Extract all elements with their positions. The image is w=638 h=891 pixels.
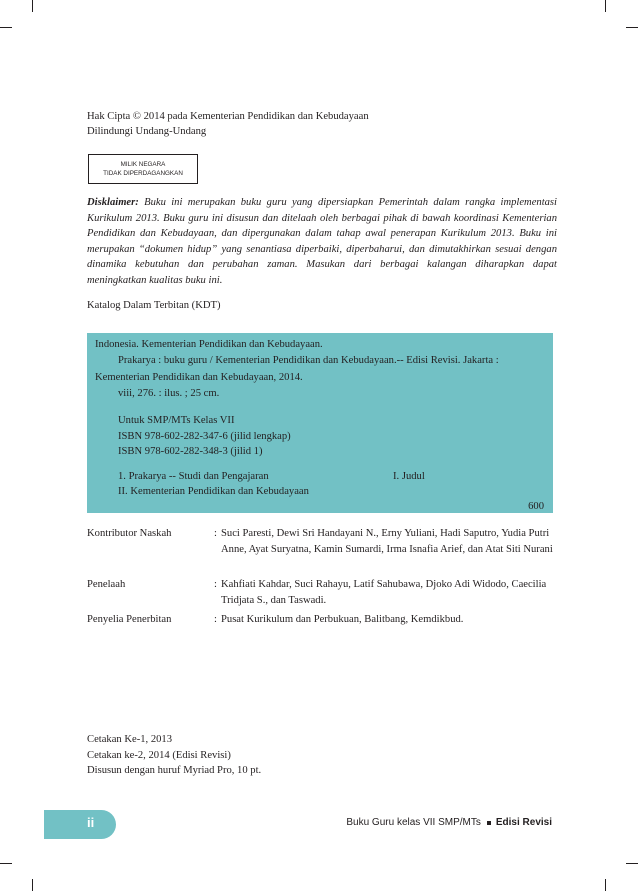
not-for-sale-stamp: [88, 154, 198, 184]
cip-line: Indonesia. Kementerian Pendidikan dan Kebudayaan.: [95, 339, 323, 350]
credit-label: Penyelia Penerbitan: [87, 614, 172, 625]
printing-line: Disusun dengan huruf Myriad Pro, 10 pt.: [87, 765, 262, 777]
disclaimer: [87, 195, 557, 289]
crop-mark: [32, 0, 33, 12]
copyright-notice: [87, 109, 557, 139]
cip-line: viii, 276. : ilus. ; 25 cm.: [118, 388, 220, 399]
disclaimer-text: Buku ini merupakan buku guru yang dipersiapkan Pemerintah dalam rangka implementasi Kurikulum 2013. Buku guru ini disusun dan ditelaah oleh berbagai pihak di bawah koordinasi Kementerian Pendidikan dan Kebudayaan, dan dipergunakan dalam tahap awal penerapan Kurikulum 2013. Buku ini merupakan “dokumen hidup” yang senantiasa diperbaiki, diperbaharui, dan dimutakhirkan sesuai dengan dinamika kebutuhan dan perubahan zaman. Masukan dari berbagai kalangan diharapkan dapat meningkatkan kualitas buku ini.: [87, 197, 557, 286]
cip-classification-number: 600: [528, 501, 544, 512]
credit-value: Suci Paresti, Dewi Sri Handayani N., Erny Yuliani, Hadi Saputro, Yudia Putri Anne, Ayat Suryatna, Kamin Sumardi, Irma Isnafia Arief, dan Atat Siti Nurani: [221, 528, 553, 555]
copyright-line: Dilindungi Undang-Undang: [87, 126, 207, 137]
credit-value: Kahfiati Kahdar, Suci Rahayu, Latif Sahubawa, Djoko Adi Widodo, Caecilia Tridjata S., dan Taswadi.: [221, 579, 547, 606]
footer-edition: Edisi Revisi: [495, 817, 552, 828]
credits: [0, 526, 638, 626]
page-number-tab: [44, 810, 116, 839]
crop-mark: [626, 27, 638, 28]
credit-label: Kontributor Naskah: [87, 528, 172, 539]
catalog-heading: Katalog Dalam Terbitan (KDT): [87, 300, 221, 311]
credit-colon: :: [214, 528, 217, 539]
credit-value: Pusat Kurikulum dan Perbukuan, Balitbang, Kemdikbud.: [221, 614, 464, 625]
crop-mark: [0, 863, 12, 864]
cip-line: II. Kementerian Pendidikan dan Kebudayaan: [118, 486, 309, 497]
stamp-line: MILIK NEGARA: [120, 161, 166, 168]
crop-mark: [0, 27, 12, 28]
cip-line: Prakarya : buku guru / Kementerian Pendidikan dan Kebudayaan.-- Edisi Revisi. Jakarta :: [118, 355, 499, 366]
stamp-line: TIDAK DIPERDAGANGKAN: [103, 170, 183, 177]
cip-catalog-box: [87, 333, 553, 513]
printing-info: [87, 732, 261, 779]
cip-line: I. Judul: [393, 471, 425, 482]
printing-line: Cetakan ke-2, 2014 (Edisi Revisi): [87, 749, 231, 761]
cip-line: Kementerian Pendidikan dan Kebudayaan, 2014.: [95, 372, 303, 383]
crop-mark: [626, 863, 638, 864]
running-footer: [346, 817, 552, 828]
credit-colon: :: [214, 614, 217, 625]
crop-mark: [605, 879, 606, 891]
crop-mark: [605, 0, 606, 12]
page-number: ii: [87, 815, 95, 830]
disclaimer-label: Disklaimer:: [87, 197, 139, 208]
square-bullet-icon: [487, 821, 491, 825]
cip-line: 1. Prakarya -- Studi dan Pengajaran: [118, 471, 269, 482]
cip-line: ISBN 978-602-282-347-6 (jilid lengkap): [118, 431, 291, 442]
cip-line: Untuk SMP/MTs Kelas VII: [118, 415, 235, 426]
cip-line: ISBN 978-602-282-348-3 (jilid 1): [118, 446, 263, 457]
copyright-line: Hak Cipta © 2014 pada Kementerian Pendidikan dan Kebudayaan: [87, 111, 369, 122]
printing-line: Cetakan Ke-1, 2013: [87, 734, 173, 745]
crop-mark: [32, 879, 33, 891]
credit-colon: :: [214, 579, 217, 590]
credit-label: Penelaah: [87, 579, 126, 590]
footer-book-title: Buku Guru kelas VII SMP/MTs: [346, 817, 481, 828]
